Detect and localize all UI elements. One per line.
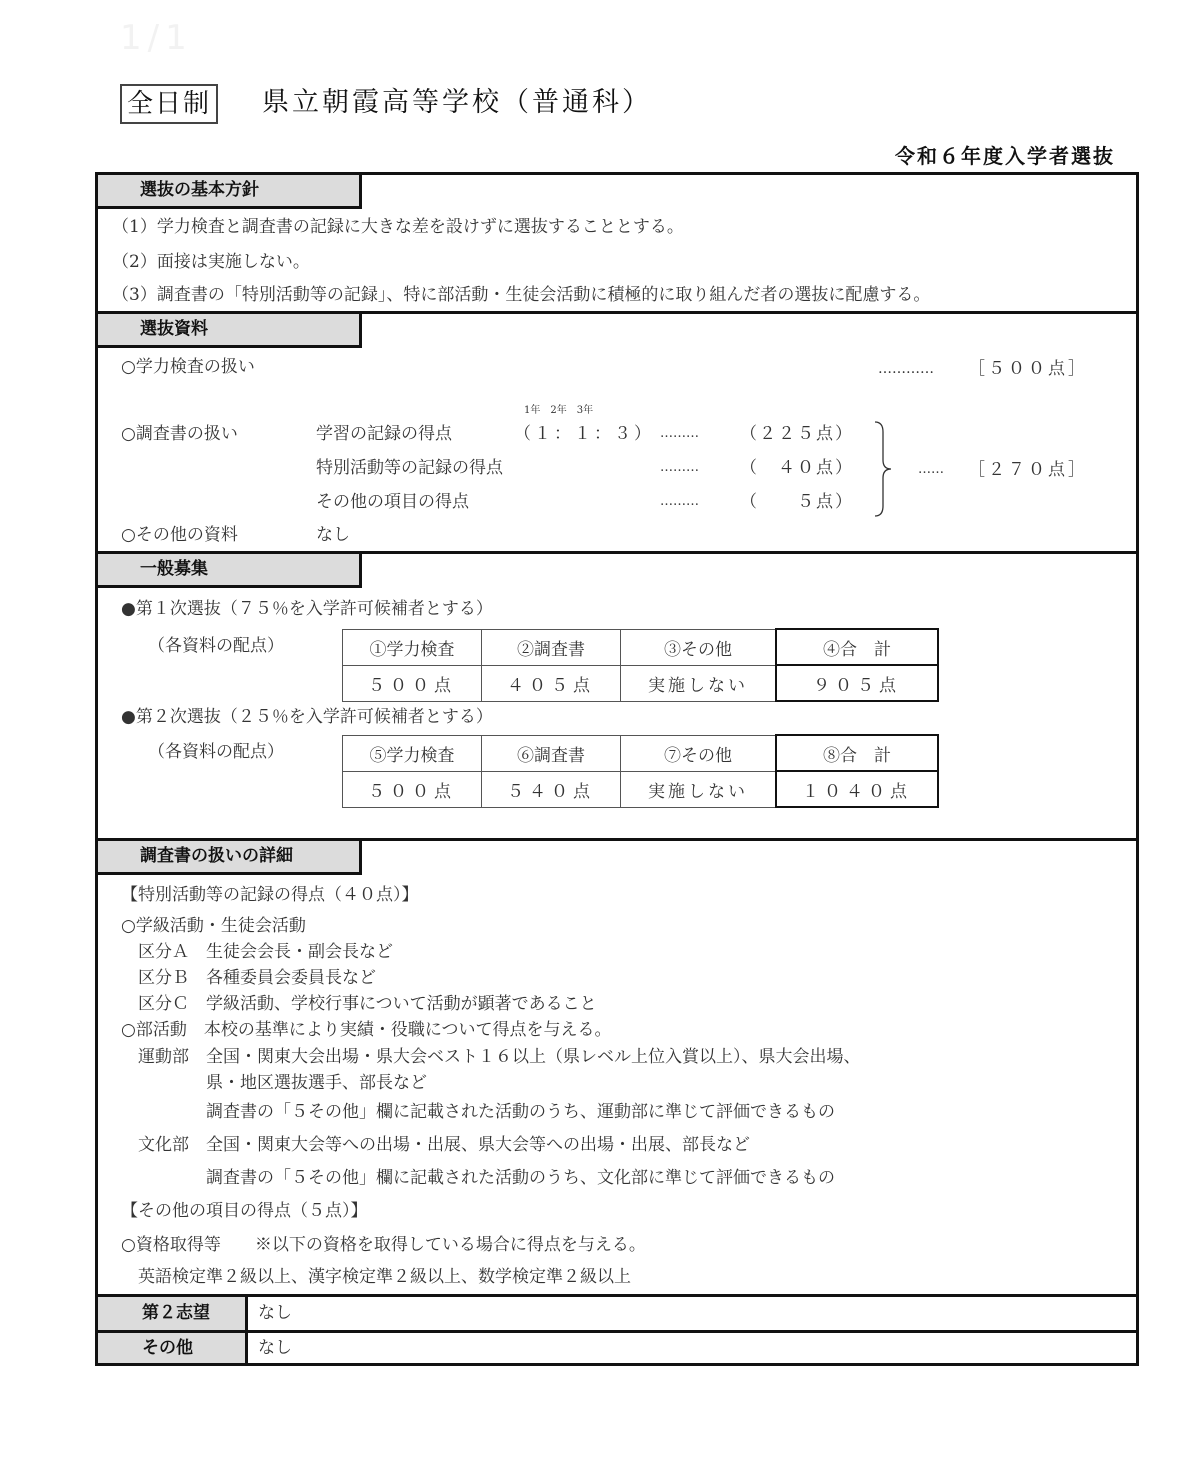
table-value-cell: ５００点 (343, 771, 482, 807)
details-line: 区分Ｃ 学級活動、学校行事について活動が顕著であること (121, 994, 597, 1014)
table-header-cell: ④合 計 (776, 629, 938, 665)
details-line: ○部活動 本校の基準により実績・役職について得点を与える。 (121, 1020, 612, 1040)
details-line: 調査書の「５その他」欄に記載された活動のうち、文化部に準じて評価できるもの (121, 1168, 835, 1188)
grade-labels: 1年 2年 3年 (524, 405, 594, 416)
academic-test-dots: ………… (878, 361, 934, 377)
right-brace-icon (873, 420, 893, 518)
table-value-cell: 実施しない (621, 665, 777, 701)
report-label: ○調査書の扱い (121, 424, 238, 444)
section-tab-materials: 選抜資料 (98, 314, 362, 348)
others-value: なし (258, 1338, 292, 1358)
report-row-dots: ……… (660, 426, 699, 441)
table-value-cell: ５００点 (343, 665, 482, 701)
details-line: 英語検定準２級以上、漢字検定準２級以上、数学検定準２級以上 (121, 1267, 631, 1287)
policy-item: （3）調査書の「特別活動等の記録」、特に部活動・生徒会活動に積極的に取り組んだ者の選抜に配慮する。 (112, 285, 931, 305)
details-line: 運動部 全国・関東大会出場・県大会ベスト１６以上（県レベル上位入賞以上）、県大会出場、 (121, 1047, 861, 1067)
table-header-cell: ②調査書 (482, 629, 621, 665)
table-value-cell: ５４０点 (482, 771, 621, 807)
details-line: ○資格取得等 ※以下の資格を取得している場合に得点を与える。 (121, 1235, 646, 1255)
others-row (98, 1330, 1136, 1363)
section-tab-basic-policy: 選抜の基本方針 (98, 175, 362, 209)
second-choice-row (98, 1294, 1136, 1330)
details-line: 【特別活動等の記録の得点（４０点）】 (121, 885, 419, 905)
round-sub-label: （各資料の配点） (148, 636, 284, 656)
report-row-points: （ ５点） (740, 492, 854, 512)
table-header-cell: ①学力検査 (343, 629, 482, 665)
report-row-points: （２２５点） (740, 424, 854, 444)
table-value-cell: 実施しない (621, 771, 777, 807)
details-line: 区分Ａ 生徒会会長・副会長など (121, 942, 393, 962)
others-label: その他 (98, 1333, 248, 1363)
system-badge: 全日制 (120, 84, 218, 124)
report-row-ratio: （１：１：３） (514, 424, 654, 444)
round-heading: ●第２次選抜（２５％を入学許可候補者とする） (121, 707, 493, 727)
table-header-cell: ⑥調査書 (482, 735, 621, 771)
report-row-name: 学習の記録の得点 (316, 424, 452, 444)
section-tab-general: 一般募集 (98, 554, 362, 588)
page-watermark: 1/1 (120, 18, 193, 58)
report-row-name: 特別活動等の記録の得点 (316, 458, 503, 478)
table-value-cell: ９０５点 (776, 665, 938, 701)
report-row-points: （ ４０点） (740, 458, 854, 478)
other-materials-value: なし (316, 525, 350, 545)
academic-test-points: ［５００点］ (968, 359, 1088, 379)
score-table-round-2 (342, 734, 939, 808)
round-heading: ●第１次選抜（７５％を入学許可候補者とする） (121, 599, 493, 619)
policy-item: （1）学力検査と調査書の記録に大きな差を設けずに選抜することとする。 (112, 217, 684, 237)
table-value-cell: １０４０点 (776, 771, 938, 807)
school-name: 県立朝霞高等学校（普通科） (262, 87, 652, 118)
year-title: 令和６年度入学者選抜 (895, 144, 1115, 168)
table-header-cell: ③その他 (621, 629, 777, 665)
details-line: 調査書の「５その他」欄に記載された活動のうち、運動部に準じて評価できるもの (121, 1102, 835, 1122)
table-header-cell: ⑦その他 (621, 735, 777, 771)
table-value-cell: ４０５点 (482, 665, 621, 701)
academic-test-label: ○学力検査の扱い (121, 357, 255, 377)
details-line: 【その他の項目の得点（５点）】 (121, 1201, 368, 1221)
report-total-points: ［２７０点］ (968, 460, 1088, 480)
round-sub-label: （各資料の配点） (148, 742, 284, 762)
details-line: 文化部 全国・関東大会等への出場・出展、県大会等への出場・出展、部長など (121, 1135, 750, 1155)
report-row-name: その他の項目の得点 (316, 492, 469, 512)
second-choice-label: 第２志望 (98, 1297, 248, 1330)
details-line: 区分Ｂ 各種委員会委員長など (121, 968, 376, 988)
section-tab-details: 調査書の扱いの詳細 (98, 841, 362, 875)
details-line: ○学級活動・生徒会活動 (121, 916, 306, 936)
report-row-dots: ……… (660, 494, 699, 509)
table-header-cell: ⑤学力検査 (343, 735, 482, 771)
second-choice-value: なし (258, 1303, 292, 1323)
report-row-dots: ……… (660, 460, 699, 475)
report-total-dots: …… (918, 462, 944, 477)
score-table-round-1 (342, 628, 939, 702)
details-line: 県・地区選抜選手、部長など (121, 1073, 427, 1093)
table-header-cell: ⑧合 計 (776, 735, 938, 771)
other-materials-label: ○その他の資料 (121, 525, 238, 545)
policy-item: （2）面接は実施しない。 (112, 252, 310, 272)
